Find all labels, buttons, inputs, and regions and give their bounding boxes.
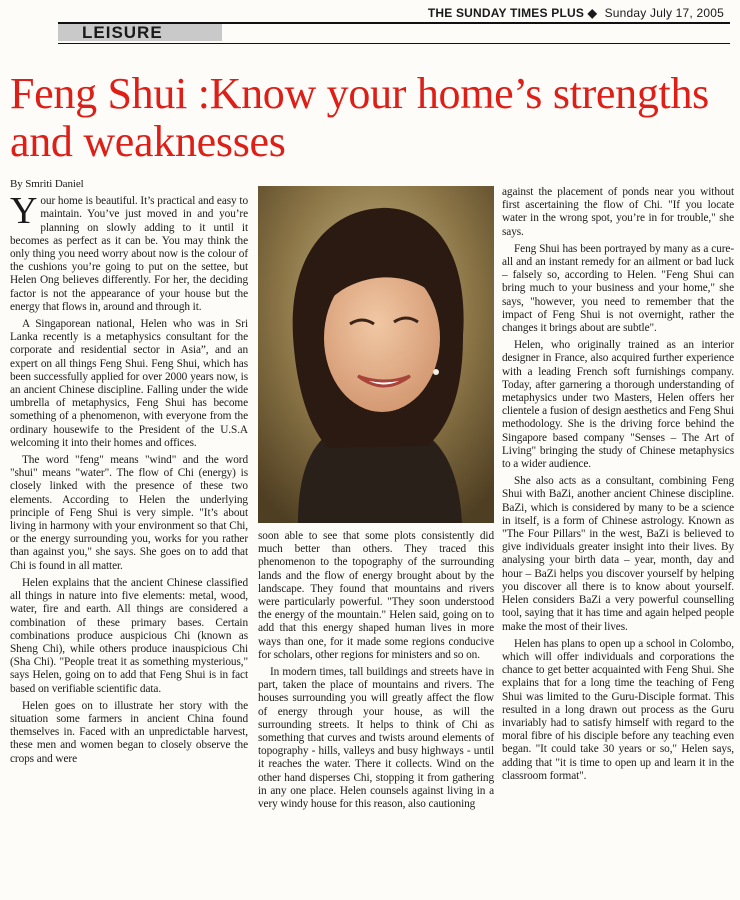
masthead: [428, 6, 724, 20]
header-rule-bottom: [58, 43, 730, 44]
paragraph: Helen explains that the ancient Chinese classified all things in nature into five elements: metal, wood, water, fire and earth. All things are considered a combination of these primary bases. Certain combinations produce auspicious Chi (known as Sheng Chi), while others produce inauspicious Chi (Sha Chi). "People treat it as something mysterious," says Helen, going on to add that Feng Shui is in fact based on verifiable scientific data.: [10, 576, 248, 695]
paragraph: She also acts as a consultant, combining Feng Shui with BaZi, another ancient Chinese discipline. BaZi, which is considered by many to be a science in itself, is a form of Chinese astrology. Known as "The Four Pillars" in the west, BaZi is believed to give individuals greater insight into their lives. By analysing your birth data – year, month, day and hour – BaZi helps you discover yourself by helping you discover all there is to know about yourself. Helen considers BaZi a very powerful counselling tool, saying that it has time and again helped people make the most of their lives.: [502, 475, 734, 633]
paragraph: In modern times, tall buildings and streets have in part, taken the place of mountains and rivers. The houses surrounding you will greatly affect the flow of energy through your house, as will the surrounding streets. It helps to think of Chi as something that curves and twists around elements of topography - hills, valleys and busy highways - until it reaches the water. There it collects. Wind on the other hand disperses Chi, stopping it from gathering in any one place. Helen counsels against living in a very windy house for this reason, also cautioning: [258, 666, 494, 811]
column-3: [502, 186, 734, 787]
byline: By Smriti Daniel: [10, 178, 84, 190]
section-label: LEISURE: [58, 24, 222, 41]
paragraph: The word "feng" means "wind" and the word "shui" means "water". The flow of Chi (energy) is closely linked with the presence of these two elements. According to Helen the underlying principle of Feng Shui is very simple. "It’s about living in harmony with your environment so that Chi, or the energy surrounding you, works for you rather than against you," she says. She goes on to add that Chi is found in all matter.: [10, 454, 248, 572]
column-1: [10, 178, 248, 770]
paragraph: A Singaporean national, Helen who was in Sri Lanka recently is a metaphysics consultant for the corporate and residential sector in Asia”, and an expert on all things Feng Shui. Feng Shui, which has been successfully applied for over 2000 years now, is an ancient Chinese discipline. Falling under the wide umbrella of metaphysics, Feng Shui has become something of a phenomenon, with everyone from the ordinary housewife to the President of the U.S.A welcoming it into their homes and offices.: [10, 318, 248, 449]
paragraph-text: our home is beautiful. It’s practical and easy to maintain. You’ve just moved in and you’re planning on slowly adding to it until it becomes as perfect as it can be. You may think the only thing you need worry about now is the colour of the cushions you’re going to put on the settee, but Helen Ong believes differently. For her, the deciding factor is not the appearance of your house but the energy that flows in, around and through it.: [10, 195, 248, 313]
paper-name: THE SUNDAY TIMES PLUS: [427, 6, 585, 20]
portrait-photo: [258, 186, 494, 523]
paragraph: against the placement of ponds near you without first ascertaining the flow of Chi. "If you locate water in the wrong spot, you’re in for trouble," she says.: [502, 186, 734, 238]
portrait-photo-icon: [258, 186, 494, 523]
page-header: [10, 0, 730, 42]
paragraph: Feng Shui has been portrayed by many as a cure-all and an instant remedy for an ailment or bad luck – falsely so, according to Helen. "Feng Shui can bring much to your business and your home," she says, "however, you need to remember that the impact of Feng Shui is not overnight, rather the changes it brings about are subtle".: [502, 242, 734, 335]
drop-cap: Y: [10, 190, 38, 233]
paragraph: Helen goes on to illustrate her story with the situation some farmers in ancient China found themselves in. Faced with an unpredictable harvest, these men and women began to closely observe the crops and were: [10, 699, 248, 765]
issue-date: Sunday July 17, 2005: [604, 6, 724, 20]
headline: Feng Shui :Know your home’s strengths and weaknesses: [10, 69, 710, 166]
paragraph: soon able to see that some plots consistently did much better than others. They traced this phenomenon to the topography of the surrounding lands and the flow of energy brought about by the landscape. They found that mountains and rivers were particularly powerful. "They soon understood the energy of the mountain." Helen said, going on to add that this energy shaped human lives in more ways than one, for it made some regions conducive for scholars, other regions for ministers and so on.: [258, 530, 494, 661]
paragraph: Helen, who originally trained as an interior designer in France, also acquired further experience with a leading French soft furnishings company. Today, after garnering a thorough understanding of metaphysics under two Masters, Helen offers her clientele a fusion of design aesthetics and Feng Shui methodology. She is the driving force behind the Singapore based company "Senses – The Art of Living" bringing the study of Chinese metaphysics to a wider audience.: [502, 339, 734, 471]
paragraph: [10, 190, 248, 314]
paragraph: Helen has plans to open up a school in Colombo, which will offer individuals and corporations the chance to get better acquainted with Feng Shui. She explains that for a long time the teaching of Feng Shui was limited to the Guru-Disciple format. This resulted in a long drawn out process as the Guru invariably had to satisfy himself with regard to the moral fibre of his disciple before any teaching even began. "It could take 30 years or so," Helen says, adding that "it is time to open up and learn it in the classroom format".: [502, 637, 734, 782]
column-2: [258, 530, 494, 815]
diamond-icon: ◆: [587, 6, 598, 20]
